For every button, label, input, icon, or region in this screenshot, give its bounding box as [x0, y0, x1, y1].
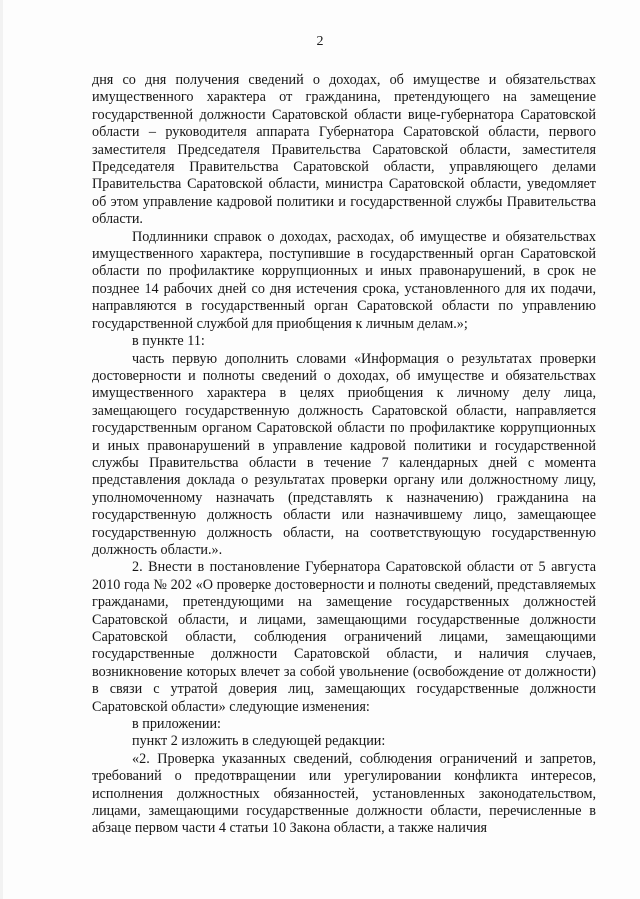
paragraph-item-11-heading: в пункте 11:: [132, 333, 205, 350]
paragraph-item-2-text: «2. Проверка указанных сведений, соблюдения ограничений и запретов, требований о предотвращении или урегулировании конфликта интересов, исполнения должностных обязанностей, установленных законодательством, лицами, замещающими государственные должности области, перечисленные в абзаце первом части 4 статьи 10 Закона области, а также наличия: [92, 750, 596, 837]
scan-edge: [0, 0, 3, 899]
paragraph-originals-of-reports: Подлинники справок о доходах, расходах, об имуществе и обязательствах имущественного характера, поступившие в государственный орган Саратовской области по профилактике коррупционных и иных правонарушений, в срок не позднее 14 рабочих дней со дня истечения срока, установленного для их подачи, направляются в государственный орган Саратовской области по управлению государственной службой для приобщения к личным делам.»;: [92, 228, 596, 332]
paragraph-in-appendix: в приложении:: [132, 716, 221, 733]
paragraph-continuation: дня со дня получения сведений о доходах, об имуществе и обязательствах имущественного характера от гражданина, претендующего на замещение государственной должности Саратовской области вице-губернатора Саратовской области – руководителя аппарата Губернатора Саратовской области, первого заместителя Председателя Правительства Саратовской области, заместителя Председателя Правительства Саратовской области, управляющего делами Правительства Саратовской области, министра Саратовской области, уведомляет об этом управление кадровой политики и государственной службы Правительства области.: [92, 72, 596, 228]
paragraph-item-11-amendment: часть первую дополнить словами «Информация о результатах проверки достоверности и полноты сведений о доходах, об имуществе и обязательствах имущественного характера в целях приобщения к личному делу лица, замещающего государственную должность Саратовской области, направляется государственным органом Саратовской области по профилактике коррупционных и иных правонарушений в управление кадровой политики и государственной службы Правительства области в течение 7 календарных дней с момента представления доклада о результатах проверки органу или должностному лицу, уполномоченному назначать (представлять к назначению) гражданина на государственную должность области или назначившему лицо, замещающее государственную должность области, на соответствующую государственную должность области.».: [92, 350, 596, 558]
page-number: 2: [316, 34, 324, 49]
document-body: [92, 72, 596, 838]
paragraph-item-2-heading: пункт 2 изложить в следующей редакции:: [132, 733, 386, 750]
paragraph-section-2: 2. Внести в постановление Губернатора Саратовской области от 5 августа 2010 года № 202 «О проверке достоверности и полноты сведений, представляемых гражданами, претендующими на замещение государственных должностей Саратовской области, и лицами, замещающими государственные должности Саратовской области, соблюдения ограничений лицами, замещающими государственные должности Саратовской области, и наличия случаев, возникновение которых влечет за собой увольнение (освобождение от должности) в связи с утратой доверия лиц, замещающих государственные должности Саратовской области» следующие изменения:: [92, 559, 596, 715]
